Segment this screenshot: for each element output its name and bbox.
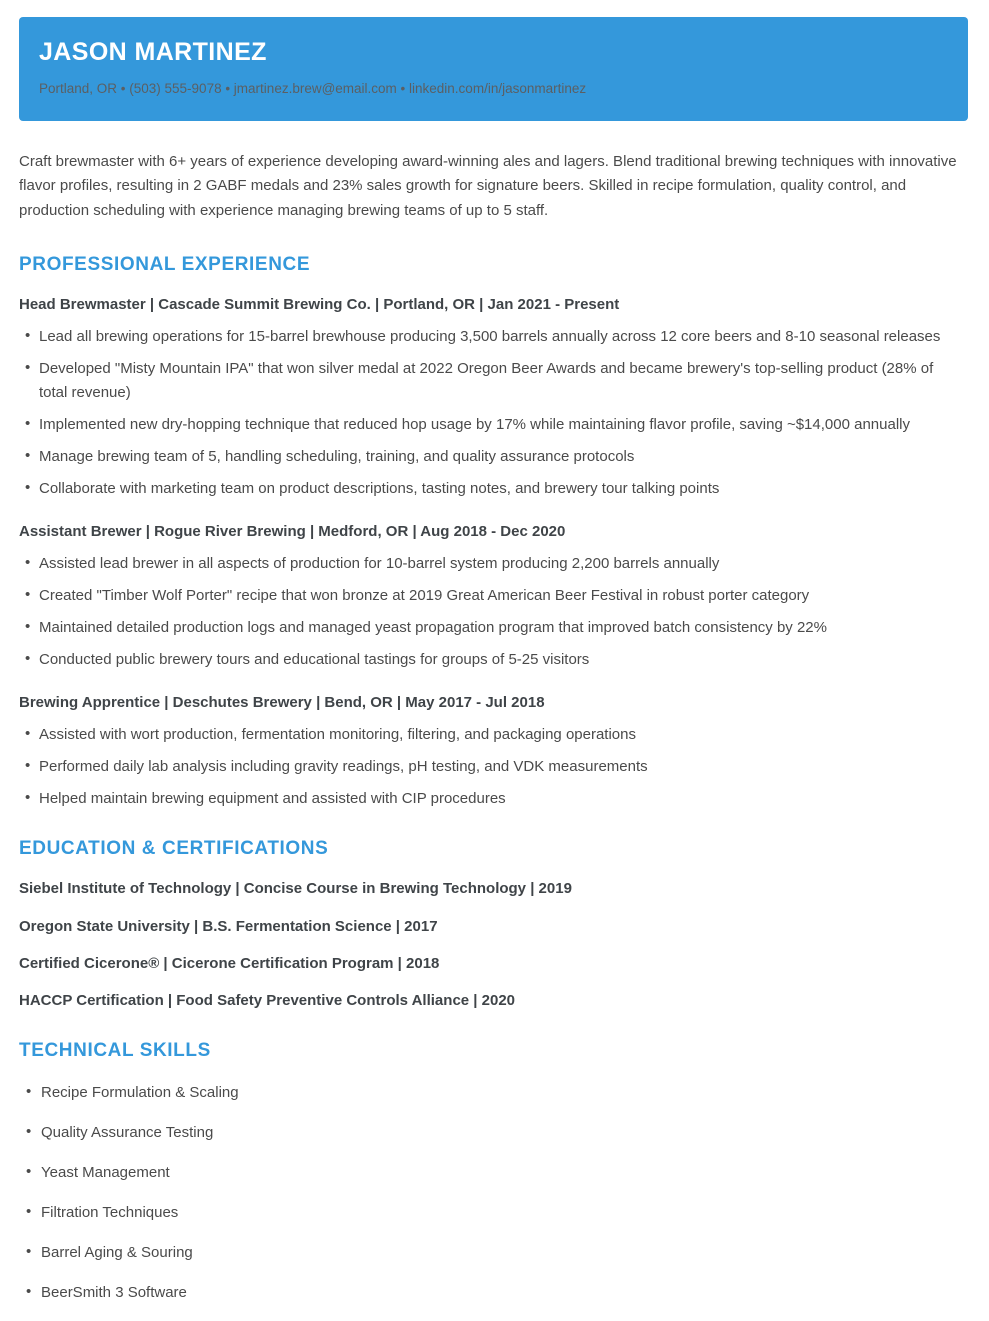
candidate-name: JASON MARTINEZ: [39, 38, 267, 66]
job-entry: [19, 693, 968, 811]
section-heading-education: EDUCATION & CERTIFICATIONS: [19, 838, 329, 860]
job-heading: Assistant Brewer | Rogue River Brewing | Medford, OR | Aug 2018 - Dec 2020: [19, 522, 566, 540]
skill-item: • Barrel Aging & Souring: [19, 1241, 968, 1265]
skill-item: • Yeast Management: [19, 1161, 968, 1185]
job-entry: [19, 522, 968, 672]
job-bullet: • Maintained detailed production logs and managed yeast propagation program that improved batch consistency by 22%: [19, 616, 968, 640]
job-bullet: • Assisted lead brewer in all aspects of production for 10-barrel system producing 2,200 barrels annually: [19, 552, 968, 576]
education-item: Oregon State University | B.S. Fermentation Science | 2017: [19, 917, 438, 935]
job-heading: Brewing Apprentice | Deschutes Brewery | Bend, OR | May 2017 - Jul 2018: [19, 694, 545, 712]
professional-summary: Craft brewmaster with 6+ years of experience developing award-winning ales and lagers. Blend traditional brewing techniques with innovative flavor profiles, resulting in 2 GABF medals and 23% sales growth for signature beers. Skilled in recipe formulation, quality control, and production scheduling with experience managing brewing teams of up to 5 staff.: [19, 153, 957, 219]
contact-info-line: Portland, OR • (503) 555-9078 • jmartinez.brew@email.com • linkedin.com/in/jasonmartinez: [39, 80, 587, 96]
section-heading-experience: PROFESSIONAL EXPERIENCE: [19, 253, 311, 275]
skill-item: • Filtration Techniques: [19, 1201, 968, 1225]
job-bullet: • Assisted with wort production, fermentation monitoring, filtering, and packaging operations: [19, 723, 968, 747]
job-bullet: • Developed "Misty Mountain IPA" that won silver medal at 2022 Oregon Beer Awards and became brewery's top-selling product (28% of total revenue): [19, 357, 968, 405]
education-list: [19, 879, 968, 1011]
spacer: [19, 686, 968, 693]
job-entry: [19, 295, 968, 501]
spacer: [19, 515, 968, 522]
job-bullet: • Performed daily lab analysis including gravity readings, pH testing, and VDK measurements: [19, 755, 968, 779]
skill-item: • Quality Assurance Testing: [19, 1121, 968, 1145]
section-heading-skills: TECHNICAL SKILLS: [19, 1040, 211, 1062]
skill-item: • Recipe Formulation & Scaling: [19, 1081, 968, 1105]
job-bullet-list: [19, 723, 968, 811]
education-item: Siebel Institute of Technology | Concise Course in Brewing Technology | 2019: [19, 880, 572, 898]
section-education-certifications: [19, 837, 968, 1011]
job-bullet: • Implemented new dry-hopping technique that reduced hop usage by 17% while maintaining flavor profile, saving ~$14,000 annually: [19, 413, 968, 437]
section-technical-skills: [19, 1037, 968, 1305]
skill-item: • BeerSmith 3 Software: [19, 1281, 968, 1305]
job-bullet: • Lead all brewing operations for 15-barrel brewhouse producing 3,500 barrels annually across 12 core beers and 8-10 seasonal releases: [19, 325, 968, 349]
education-item: Certified Cicerone® | Cicerone Certification Program | 2018: [19, 954, 440, 972]
resume-header-banner: [19, 17, 968, 121]
skills-list: [19, 1081, 968, 1305]
job-bullet: • Helped maintain brewing equipment and assisted with CIP procedures: [19, 787, 968, 811]
section-professional-experience: [19, 254, 968, 812]
education-item: HACCP Certification | Food Safety Preventive Controls Alliance | 2020: [19, 992, 516, 1010]
job-bullet: • Manage brewing team of 5, handling scheduling, training, and quality assurance protocols: [19, 445, 968, 469]
job-heading: Head Brewmaster | Cascade Summit Brewing Co. | Portland, OR | Jan 2021 - Present: [19, 295, 620, 313]
job-bullet: • Created "Timber Wolf Porter" recipe that won bronze at 2019 Great American Beer Festival in robust porter category: [19, 584, 968, 608]
job-bullet: • Collaborate with marketing team on product descriptions, tasting notes, and brewery tour talking points: [19, 477, 968, 501]
job-bullet: • Conducted public brewery tours and educational tastings for groups of 5-25 visitors: [19, 648, 968, 672]
job-bullet-list: [19, 325, 968, 501]
job-bullet-list: [19, 552, 968, 672]
